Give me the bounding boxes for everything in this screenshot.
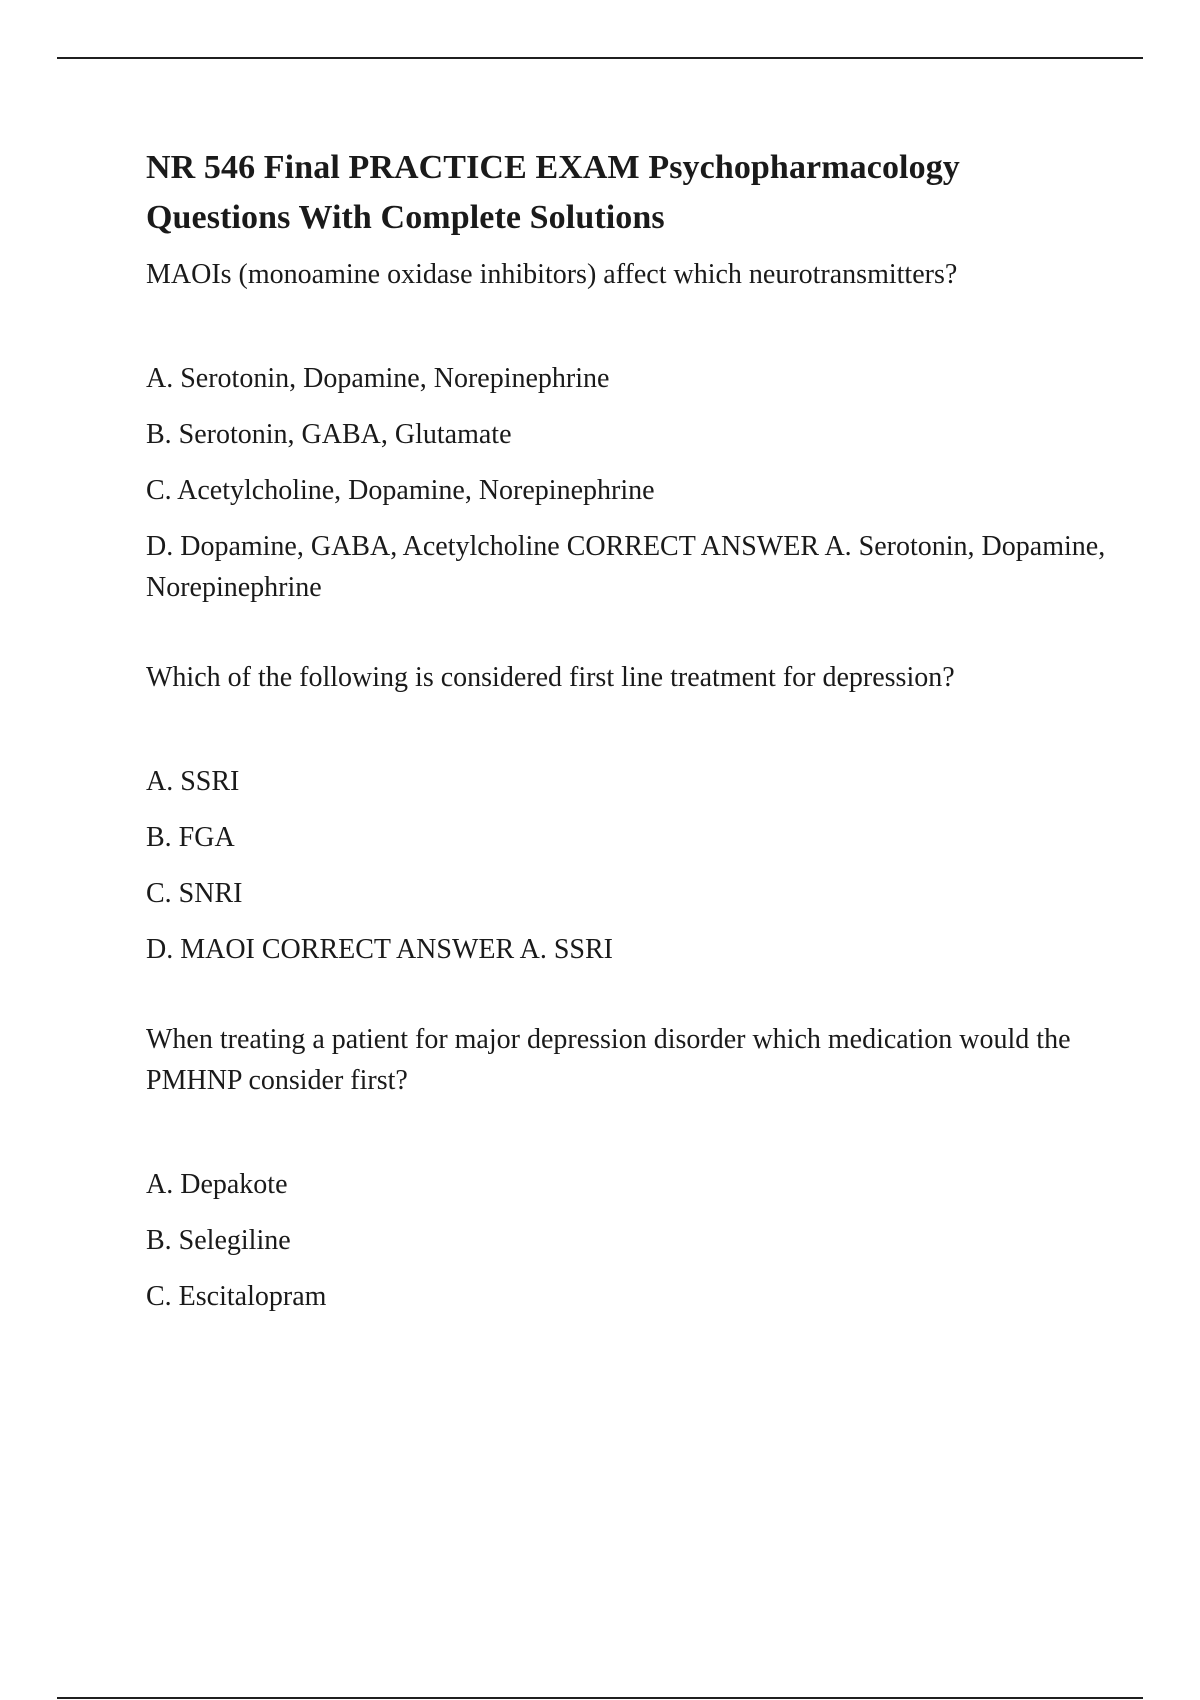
option-a: A. Depakote bbox=[146, 1169, 288, 1200]
option-c: C. Acetylcholine, Dopamine, Norepinephrine bbox=[146, 475, 655, 506]
question-prompt: When treating a patient for major depression disorder which medication would the PMHNP consider first? bbox=[146, 1024, 1071, 1096]
question-block-3 bbox=[146, 1019, 1106, 1317]
question-prompt: Which of the following is considered first line treatment for depression? bbox=[146, 662, 955, 693]
question-block-2 bbox=[146, 657, 1106, 970]
document-page bbox=[146, 143, 1106, 1332]
option-c: C. SNRI bbox=[146, 878, 243, 909]
option-a: A. SSRI bbox=[146, 766, 240, 797]
option-b: B. FGA bbox=[146, 822, 235, 853]
answer-options bbox=[146, 358, 1106, 608]
option-d-with-correct-answer: D. MAOI CORRECT ANSWER A. SSRI bbox=[146, 934, 614, 965]
answer-options bbox=[146, 1164, 1106, 1317]
option-b: B. Serotonin, GABA, Glutamate bbox=[146, 419, 512, 450]
answer-options bbox=[146, 761, 1106, 970]
question-block-1 bbox=[146, 254, 1106, 608]
option-b: B. Selegiline bbox=[146, 1225, 291, 1256]
bottom-divider bbox=[57, 1697, 1143, 1699]
question-prompt: MAOIs (monoamine oxidase inhibitors) affect which neurotransmitters? bbox=[146, 259, 958, 290]
top-divider bbox=[57, 57, 1143, 59]
option-d-with-correct-answer: D. Dopamine, GABA, Acetylcholine CORRECT ANSWER A. Serotonin, Dopamine, Norepinephrine bbox=[146, 531, 1106, 603]
option-a: A. Serotonin, Dopamine, Norepinephrine bbox=[146, 363, 610, 394]
option-c: C. Escitalopram bbox=[146, 1281, 327, 1312]
document-title: NR 546 Final PRACTICE EXAM Psychopharmacology Questions With Complete Solutions bbox=[146, 149, 960, 236]
